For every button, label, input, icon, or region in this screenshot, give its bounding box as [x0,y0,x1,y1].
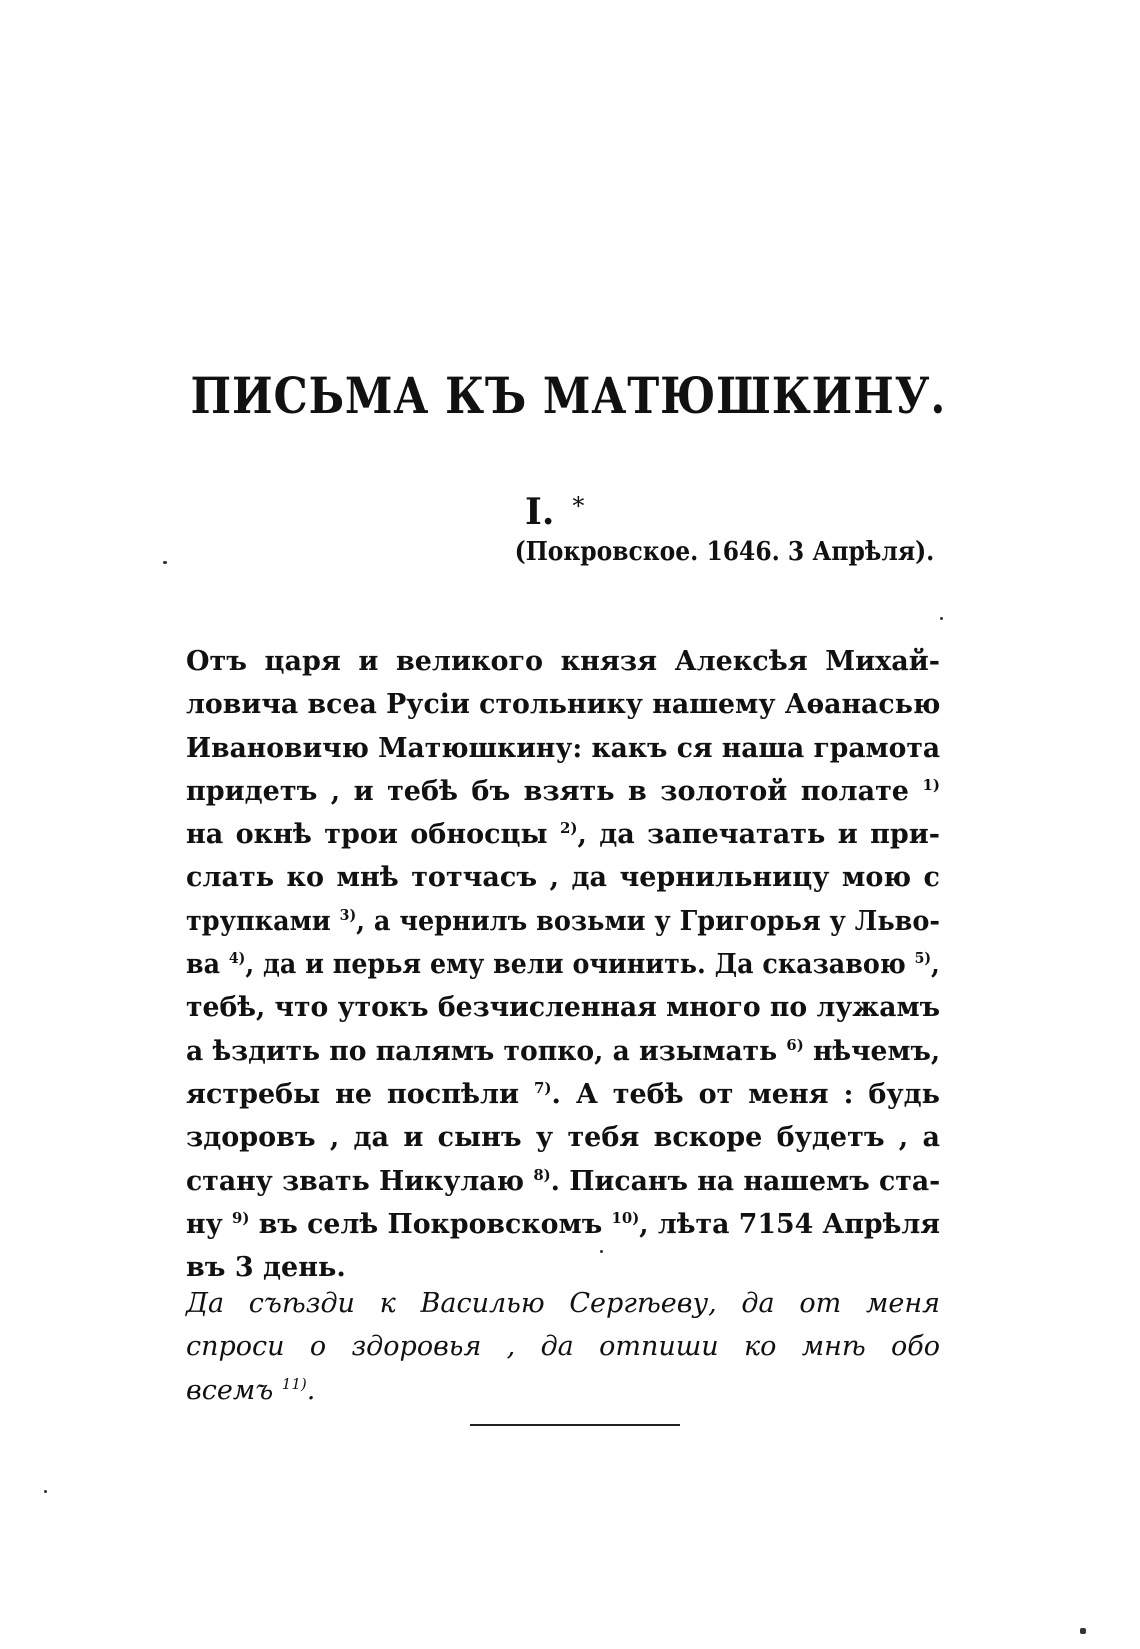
body-line-13-tail: . Писанъ на нашемъ ста- [550,1165,941,1197]
footnote-ref-7: 7) [533,1078,552,1097]
postscript-line-3 [186,1369,940,1412]
body-line-3: Ивановичю Матюшкину: какъ ся наша грамота [186,732,941,764]
section-end-rule [470,1424,680,1426]
footnote-ref-11: 11) [281,1374,307,1393]
postscript-line-3-tail: . [306,1374,316,1406]
body-line-6: слать ко мнѣ тотчасъ , да чернильницу мою с [186,862,940,894]
scan-speck [1080,1628,1086,1634]
body-line-4-text: придетъ , и тебѣ бъ взять в золотой полате [186,775,909,807]
letter-body [186,640,940,1289]
body-line-4 [186,770,940,813]
body-line-11-text: ястребы не поспѣли [186,1078,520,1110]
footnote-ref-9: 9) [232,1208,250,1227]
body-line-14-text: ну [186,1208,223,1240]
body-line-11-tail: . А тебѣ от меня : будь [551,1078,940,1110]
body-line-7-text: трупками [186,905,331,937]
letter-mark: * [572,492,585,520]
body-line-5-tail: , да запечатать и при- [577,819,940,851]
footnote-ref-1: 1) [922,775,941,794]
body-line-15: въ 3 день. [186,1252,346,1284]
body-line-10 [186,1030,940,1073]
footnote-ref-5: 5) [914,949,932,968]
body-line-12: здоровъ , да и сынъ у тебя вскоре будетъ , а [186,1122,940,1154]
body-line-7 [186,900,940,943]
body-line-2: ловича всеа Русiи стольнику нашему Аѳанасью [186,689,941,721]
letter-postscript [186,1282,940,1412]
scan-speck [600,1250,603,1253]
body-line-10-tail: нѣчемъ, [803,1035,941,1067]
body-line-9: тебѣ, что утокъ безчисленная много по лужамъ [186,992,941,1024]
body-line-7-tail: , а чернилъ возьми у Григорья у Льво- [356,905,940,937]
postscript-line-3-text: всемъ [186,1374,274,1406]
body-line-8-text: ва [186,949,221,981]
body-line-14 [186,1203,940,1246]
letter-number [525,492,584,532]
body-line-11 [186,1073,940,1116]
body-line-8-tail: , да и перья ему вели очинить. Да сказавою [245,949,906,981]
body-line-14-tail: , лѣта 7154 Апрѣля [639,1208,941,1240]
postscript-line-2: спроси о здоровья , да отпиши ко мнѣ обо [186,1331,940,1363]
scan-speck [940,617,943,620]
footnote-ref-10: 10) [611,1208,640,1227]
body-line-5-text: на окнѣ трои обносцы [186,819,548,851]
footnote-ref-2: 2) [559,819,578,838]
body-line-5 [186,813,940,856]
footnote-ref-6: 6) [786,1035,804,1054]
body-line-10-text: а ѣздить по палямъ топко, а изымать [186,1035,778,1067]
footnote-ref-8: 8) [533,1165,551,1184]
body-line-14-mid: въ селѣ Покровскомъ [249,1208,603,1240]
postscript-line-1: Да съѣзди к Василью Сергѣеву, да от меня [186,1288,940,1319]
footnote-ref-4: 4) [228,949,246,968]
letter-dateline: (Покровское. 1646. 3 Апрѣля). [514,537,934,567]
scan-speck [163,561,167,564]
body-line-13-text: стану звать Никулаю [186,1165,525,1197]
scan-speck [44,1490,47,1493]
letter-number-label: I. [525,491,555,533]
body-line-8: ва $^{4)}$, да и перья ему вели очинить. Да сказавою $^{5)}$, [186,949,940,981]
body-line-1: Отъ царя и великого князя Алексѣя Михай- [186,646,940,677]
body-line-13 [186,1160,940,1203]
footnote-ref-3: 3) [339,905,357,924]
page-title: ПИСЬМА КЪ МАТЮШКИНУ. [190,366,947,425]
